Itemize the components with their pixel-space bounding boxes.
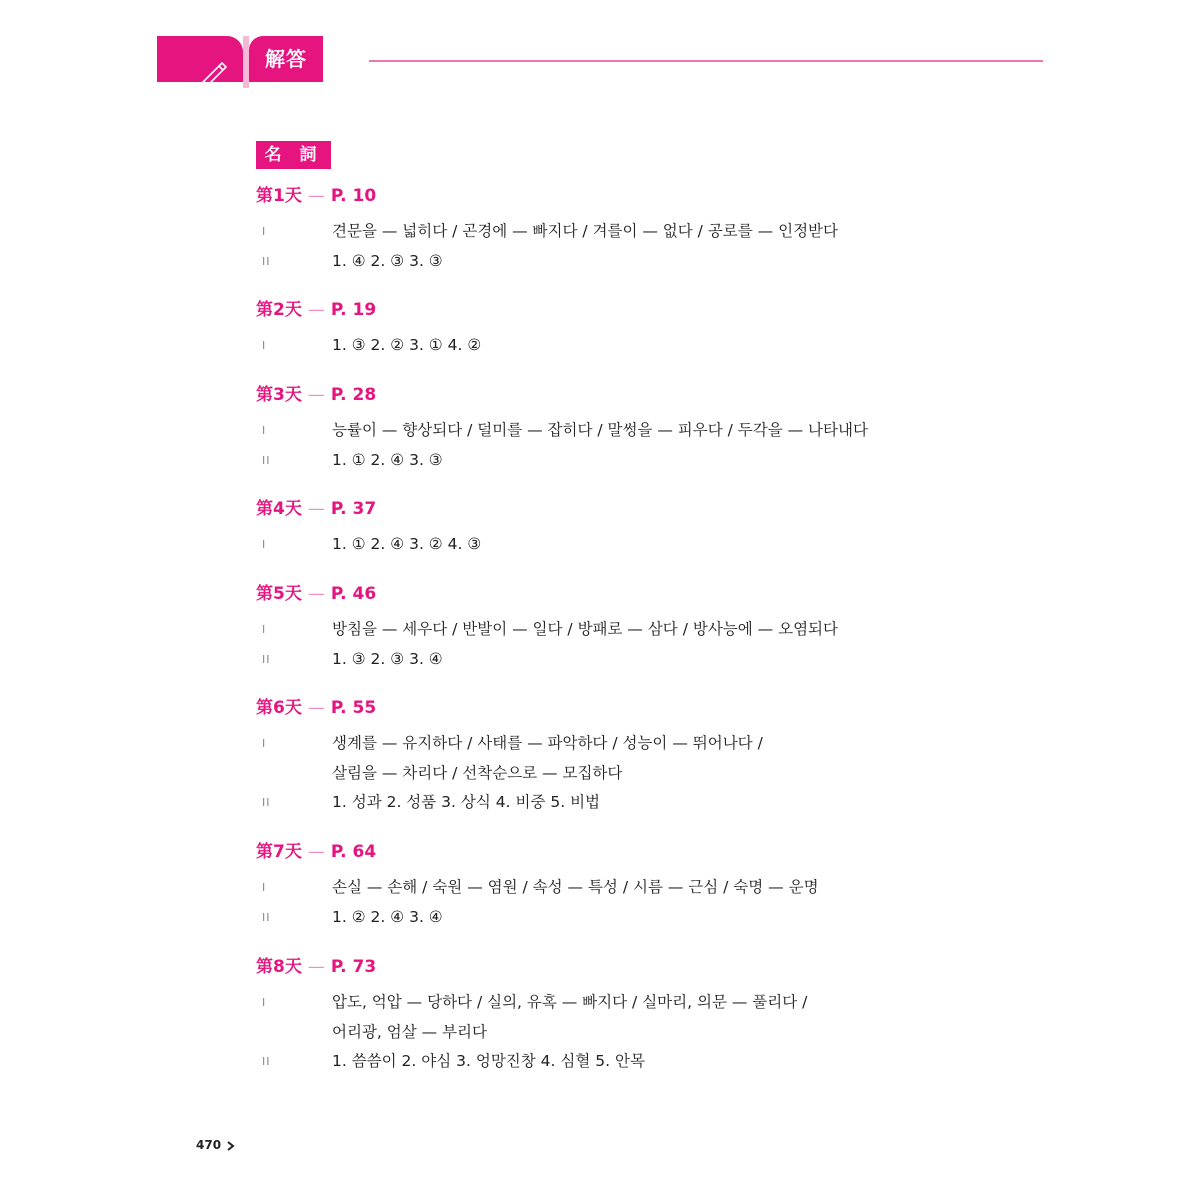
page-ref: P. 19: [330, 300, 377, 320]
answer-row: [256, 1018, 956, 1048]
page-ref: P. 73: [330, 957, 377, 977]
title-dash: —: [307, 957, 325, 977]
section-label: 名 詞: [256, 141, 331, 169]
row-text: 방침을 — 세우다 / 반발이 — 일다 / 방패로 — 삼다 / 방사능에 — 오염되다: [332, 620, 838, 638]
row-number: I: [262, 996, 267, 1009]
answer-row: [256, 331, 956, 361]
row-number: I: [262, 225, 267, 238]
day-block-2: [256, 298, 956, 361]
answer-row: [256, 759, 956, 789]
day-label: 第5天: [256, 584, 302, 604]
page-ref: P. 10: [330, 186, 377, 206]
row-text: 1. ① 2. ④ 3. ③: [332, 450, 443, 469]
row-number: I: [262, 339, 267, 352]
chapter-header: [157, 36, 1057, 96]
day-title: [256, 840, 956, 864]
day-title: [256, 383, 956, 407]
row-text: 1. ④ 2. ③ 3. ③: [332, 251, 443, 270]
day-label: 第7天: [256, 842, 302, 862]
row-number: II: [262, 453, 271, 467]
title-dash: —: [307, 698, 325, 718]
answer-row: [256, 873, 956, 903]
day-title: [256, 955, 956, 979]
row-text: 1. 성과 2. 성품 3. 상식 4. 비중 5. 비법: [332, 793, 601, 811]
page-ref: P. 55: [330, 698, 377, 718]
day-label: 第4天: [256, 499, 302, 519]
title-dash: —: [307, 499, 325, 519]
header-title: 解答: [265, 47, 307, 71]
title-dash: —: [307, 385, 325, 405]
title-dash: —: [307, 842, 325, 862]
answer-row: [256, 1047, 956, 1077]
row-text: 1. ③ 2. ③ 3. ④: [332, 649, 443, 668]
day-label: 第1天: [256, 186, 302, 206]
day-block-1: [256, 184, 956, 276]
answer-row: [256, 446, 956, 476]
day-label: 第3天: [256, 385, 302, 405]
row-number: II: [262, 796, 271, 809]
day-label: 第2天: [256, 300, 302, 320]
row-number: II: [262, 910, 271, 924]
answer-row: [256, 217, 956, 247]
page-ref: P. 37: [330, 499, 377, 519]
day-title: [256, 184, 956, 208]
day-block-4: [256, 497, 956, 560]
row-number: II: [262, 254, 271, 268]
page-number: 470: [196, 1138, 222, 1152]
answer-row: [256, 988, 956, 1018]
header-rule: [369, 60, 1043, 62]
row-text: 생계를 — 유지하다 / 사태를 — 파악하다 / 성능이 — 뛰어나다 /: [332, 734, 763, 752]
day-block-7: [256, 840, 956, 932]
answer-row: [256, 729, 956, 759]
title-dash: —: [307, 186, 325, 206]
page-ref: P. 46: [330, 584, 377, 604]
answer-row: [256, 530, 956, 560]
row-text: 1. ① 2. ④ 3. ② 4. ③: [332, 535, 482, 553]
answer-row: [256, 788, 956, 818]
row-text: 어리광, 엄살 — 부리다: [332, 1022, 487, 1041]
title-dash: —: [307, 584, 325, 604]
row-text: 손실 — 손해 / 숙원 — 염원 / 속성 — 특성 / 시름 — 근심 / 숙명 — 운명: [332, 878, 819, 896]
row-number: I: [262, 623, 267, 636]
row-number: I: [262, 737, 267, 750]
row-number: II: [262, 1055, 271, 1068]
pen-icon: [199, 60, 229, 86]
row-text: 견문을 — 넓히다 / 곤경에 — 빠지다 / 겨를이 — 없다 / 공로를 — 인정받다: [332, 222, 838, 240]
row-text: 1. ③ 2. ② 3. ① 4. ②: [332, 336, 482, 354]
day-block-5: [256, 582, 956, 674]
row-text: 1. 씀씀이 2. 야심 3. 엉망진창 4. 심혈 5. 안목: [332, 1052, 645, 1070]
day-title: [256, 497, 956, 521]
answer-row: [256, 615, 956, 645]
answer-row: [256, 416, 956, 446]
day-title: [256, 696, 956, 720]
row-text: 능률이 — 향상되다 / 덜미를 — 잡히다 / 말썽을 — 피우다 / 두각을 — 나타내다: [332, 421, 868, 439]
day-block-3: [256, 383, 956, 475]
row-number: I: [262, 538, 267, 551]
row-number: II: [262, 652, 271, 666]
row-text: 압도, 억압 — 당하다 / 실의, 유혹 — 빠지다 / 실마리, 의문 — 풀리다 /: [332, 993, 808, 1011]
row-text: 1. ② 2. ④ 3. ④: [332, 907, 443, 926]
day-title: [256, 298, 956, 322]
day-label: 第6天: [256, 698, 302, 718]
title-dash: —: [307, 300, 325, 320]
day-block-6: [256, 696, 956, 818]
chevron-right-icon: [227, 1141, 235, 1151]
answer-row: [256, 645, 956, 675]
row-text: 살림을 — 차리다 / 선착순으로 — 모집하다: [332, 763, 623, 782]
answer-row: [256, 247, 956, 277]
page-ref: P. 64: [330, 842, 377, 862]
page-ref: P. 28: [330, 385, 377, 405]
row-number: I: [262, 424, 267, 437]
day-block-8: [256, 955, 956, 1077]
day-title: [256, 582, 956, 606]
answer-row: [256, 903, 956, 933]
day-label: 第8天: [256, 957, 302, 977]
row-number: I: [262, 881, 267, 894]
